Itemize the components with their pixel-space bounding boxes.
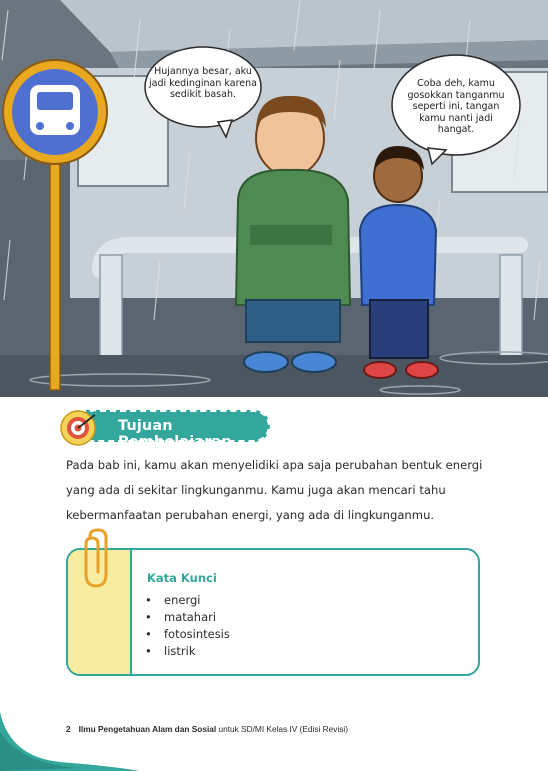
footer-wave-decoration (0, 712, 140, 771)
keyword-title: Kata Kunci (147, 571, 217, 585)
keyword-item: • listrik (145, 643, 230, 660)
paperclip-icon (78, 528, 118, 592)
speech-bubble-right (394, 78, 518, 136)
speech-bubble-left (146, 66, 260, 101)
page-number: 2 (66, 724, 71, 734)
book-title: Ilmu Pengetahuan Alam dan Sosial (78, 724, 217, 734)
keyword-box (66, 548, 480, 676)
keyword-list (145, 592, 230, 660)
speech-right-line: kamu nanti jadi (419, 112, 493, 124)
keyword-item: • matahari (145, 609, 230, 626)
book-subtitle: untuk SD/MI Kelas IV (Edisi Revisi) (216, 724, 349, 734)
speech-left-line: jadi kedinginan karena (149, 77, 257, 89)
keyword-item: • energi (145, 592, 230, 609)
page-footer (66, 724, 348, 734)
speech-left-line: Hujannya besar, aku (154, 66, 252, 77)
target-icon (60, 408, 100, 448)
intro-paragraph: Pada bab ini, kamu akan menyelidiki apa saja perubahan bentuk energi yang ada di sekitar lingkunganmu. Kamu juga akan mencari tahu kebermanfaatan perubahan energi, yang ada di lingkunganmu. (66, 458, 483, 522)
speech-right-line: gosokkan tanganmu (407, 89, 505, 101)
speech-right-line: hangat. (437, 124, 475, 135)
intro-text (66, 453, 496, 528)
objective-title: Tujuan Pembelajaran (118, 418, 232, 450)
speech-right-line: Coba deh, kamu (417, 78, 495, 89)
keyword-item: • fotosintesis (145, 626, 230, 643)
speech-left-line: sedikit basah. (169, 89, 236, 100)
speech-right-line: seperti ini, tangan (412, 101, 500, 112)
